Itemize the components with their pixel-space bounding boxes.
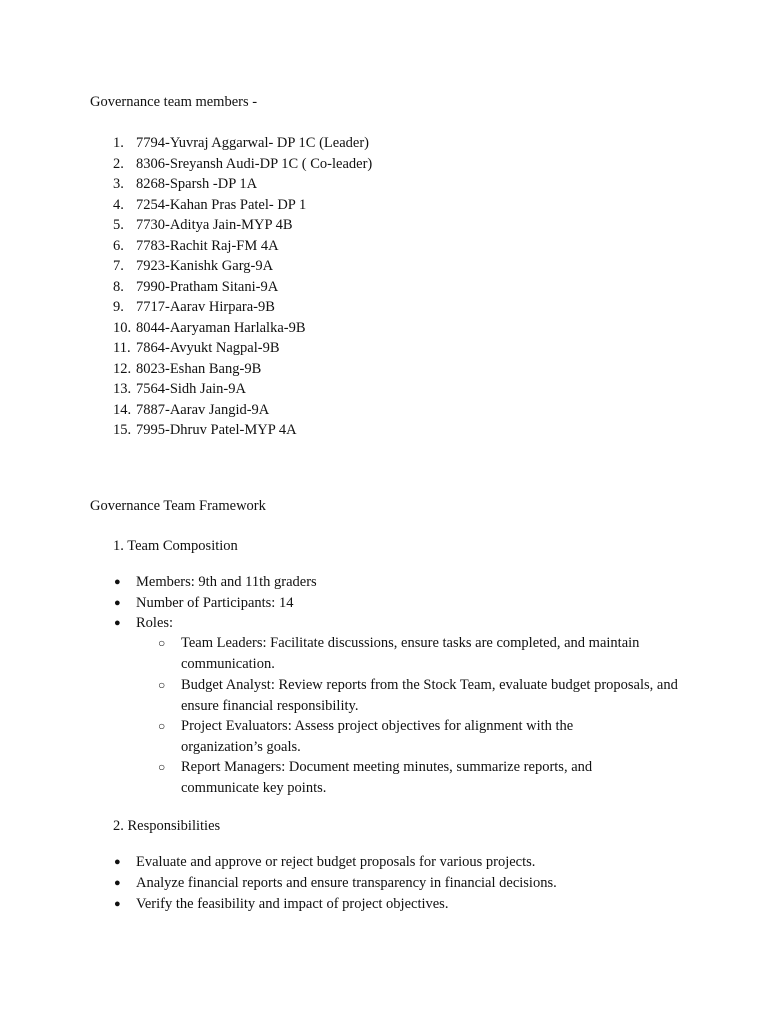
list-number: 14. [113,401,132,418]
composition-text: Members: 9th and 11th graders [136,574,317,590]
members-heading: Governance team members - [90,94,258,110]
bullet-icon: ● [114,617,121,629]
hollow-bullet-icon: ○ [158,719,166,733]
bullet-icon: ● [114,856,121,868]
member-entry: 8023-Eshan Bang-9B [136,360,262,377]
role-text: Budget Analyst: Review reports from the Stock Team, evaluate budget proposals, and ensure financial responsibility. [181,677,678,714]
bullet-icon: ● [114,597,121,609]
member-entry: 7783-Rachit Raj-FM 4A [136,237,279,254]
member-entry: 7887-Aarav Jangid-9A [136,401,270,418]
list-number: 2. [113,155,124,172]
member-entry: 8268-Sparsh -DP 1A [136,176,258,192]
list-number: 9. [113,299,124,315]
responsibility-text: Verify the feasibility and impact of project objectives. [136,896,449,912]
member-entry: 7995-Dhruv Patel-MYP 4A [136,422,297,438]
list-number: 11. [113,340,131,356]
role-text: Report Managers: Document meeting minutes, summarize reports, and communicate key points. [181,759,593,796]
bullet-icon: ● [114,898,121,910]
list-number: 6. [113,237,124,254]
list-number: 7. [113,258,124,274]
composition-text: Roles: [136,615,174,631]
member-entry: 7730-Aditya Jain-MYP 4B [136,217,293,233]
composition-text: Number of Participants: 14 [136,595,294,611]
list-number: 5. [113,217,124,233]
framework-heading: Governance Team Framework [90,498,266,514]
hollow-bullet-icon: ○ [158,760,166,774]
section-heading-team-composition: 1. Team Composition [113,538,238,554]
member-entry: 7794-Yuvraj Aggarwal- DP 1C (Leader) [136,135,370,151]
member-entry: 8306-Sreyansh Audi-DP 1C ( Co-leader) [136,155,373,172]
member-entry: 7254-Kahan Pras Patel- DP 1 [136,196,307,213]
member-entry: 7717-Aarav Hirpara-9B [136,299,275,315]
hollow-bullet-icon: ○ [158,678,166,692]
list-number: 15. [113,422,132,438]
list-number: 8. [113,278,124,295]
hollow-bullet-icon: ○ [158,636,166,650]
role-text: Project Evaluators: Assess project objectives for alignment with the organization’s goals. [181,718,574,755]
member-entry: 7564-Sidh Jain-9A [136,381,246,397]
member-entry: 7864-Avyukt Nagpal-9B [136,340,280,356]
bullet-icon: ● [114,877,121,889]
member-entry: 8044-Aaryaman Harlalka-9B [136,319,306,336]
list-number: 13. [113,381,132,397]
bullet-icon: ● [114,576,121,588]
role-text: Team Leaders: Facilitate discussions, ensure tasks are completed, and maintain communication. [181,635,640,672]
responsibility-text: Analyze financial reports and ensure transparency in financial decisions. [136,875,557,891]
member-entry: 7990-Pratham Sitani-9A [136,278,279,295]
list-number: 3. [113,176,124,192]
list-number: 1. [113,135,124,151]
list-number: 12. [113,360,132,377]
list-number: 10. [113,319,132,336]
section-heading-responsibilities: 2. Responsibilities [113,818,221,834]
member-entry: 7923-Kanishk Garg-9A [136,258,274,274]
responsibility-text: Evaluate and approve or reject budget proposals for various projects. [136,854,536,870]
list-number: 4. [113,196,124,213]
